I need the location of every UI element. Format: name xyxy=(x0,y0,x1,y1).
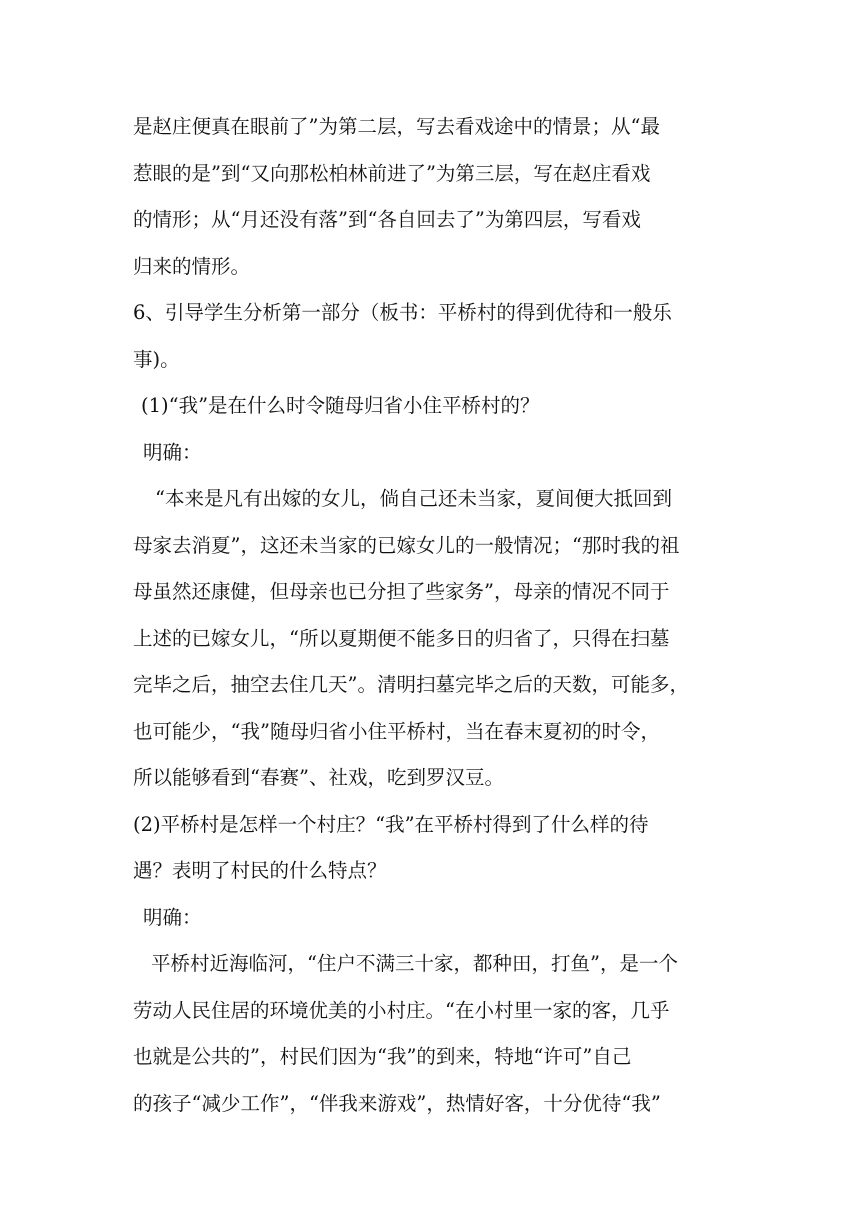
section-heading-6: 6、引导学生分析第一部分（板书：平桥村的得到优待和一般乐 xyxy=(133,301,672,324)
text-line: 遇？表明了村民的什么特点？ xyxy=(133,859,387,882)
clarify-label: 明确： xyxy=(143,905,202,929)
text-line: 母家去消夏”，这还未当家的已嫁女儿的一般情况；“那时我的祖 xyxy=(133,533,680,557)
text-line: 事)。 xyxy=(133,347,180,371)
text-line: 也就是公共的”，村民们因为“我”的到来，特地“许可”自己 xyxy=(133,1045,632,1068)
text-line: 的情形；从“月还没有落”到“各自回去了”为第四层，写看戏 xyxy=(133,208,641,231)
text-line: 所以能够看到“春赛”、社戏，吃到罗汉豆。 xyxy=(133,766,504,789)
text-line: 劳动人民住居的环境优美的小村庄。“在小村里一家的客，几乎 xyxy=(133,998,670,1022)
text-line: 也可能少，“我”随母归省小住平桥村，当在春末夏初的时令， xyxy=(133,719,660,743)
text-line: 的孩子“减少工作”，“伴我来游戏”，热情好客，十分优待“我” xyxy=(133,1091,661,1115)
question-1: (1)“我”是在什么时令随母归省小住平桥村的？ xyxy=(141,394,540,417)
text-line: 上述的已嫁女儿，“所以夏期便不能多日的归省了，只得在扫墓 xyxy=(133,626,670,650)
clarify-label: 明确： xyxy=(143,440,202,464)
question-2: (2)平桥村是怎样一个村庄？“我”在平桥村得到了什么样的待 xyxy=(133,812,649,836)
text-line: 是赵庄便真在眼前了”为第二层，写去看戏途中的情景；从“最 xyxy=(133,115,660,138)
text-line: 完毕之后，抽空去住几天”。清明扫墓完毕之后的天数，可能多， xyxy=(133,673,689,696)
body-text xyxy=(133,104,733,1127)
answer-paragraph-start: 平桥村近海临河，“住户不满三十家，都种田，打鱼”，是一个 xyxy=(151,952,678,975)
text-line: 惹眼的是”到“又向那松柏林前进了”为第三层，写在赵庄看戏 xyxy=(133,161,651,185)
text-line: 母虽然还康健，但母亲也已分担了些家务”，母亲的情况不同于 xyxy=(133,580,670,603)
text-line: 归来的情形。 xyxy=(133,254,251,278)
answer-paragraph-start: “本来是凡有出嫁的女儿，倘自己还未当家，夏间便大抵回到 xyxy=(155,487,672,510)
